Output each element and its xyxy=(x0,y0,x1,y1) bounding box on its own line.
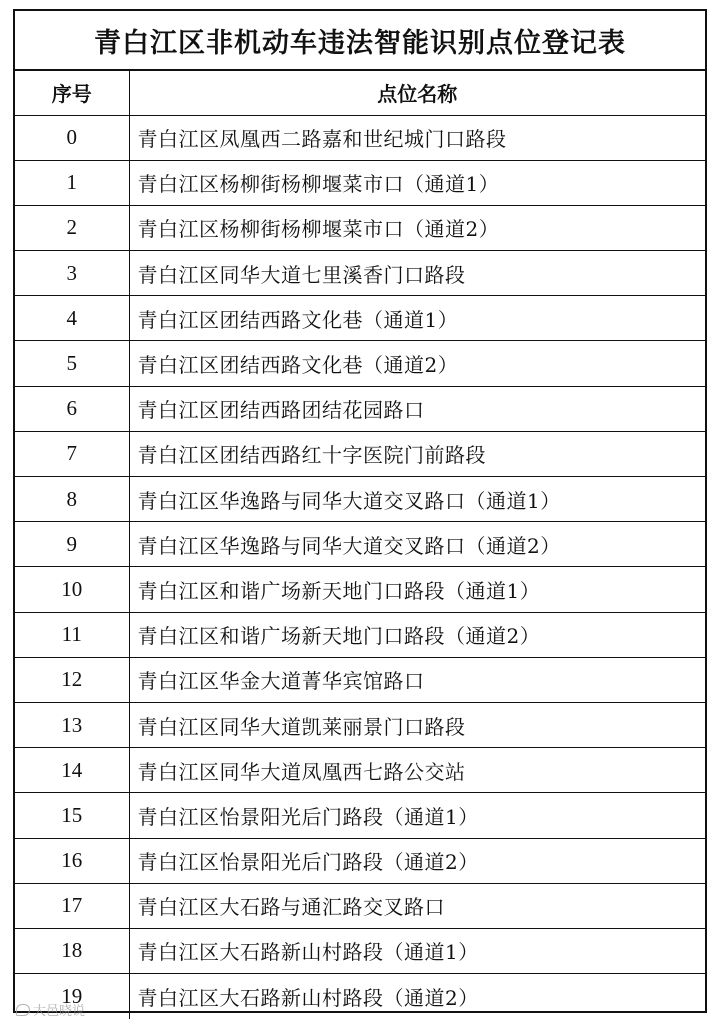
row-location-name: 青白江区华金大道菁华宾馆路口 xyxy=(129,657,705,702)
document-title: 青白江区非机动车违法智能识别点位登记表 xyxy=(15,11,705,71)
row-location-name: 青白江区怡景阳光后门路段（通道2） xyxy=(129,838,705,883)
table-row xyxy=(15,386,705,431)
column-header-name: 点位名称 xyxy=(129,71,705,115)
column-header-index: 序号 xyxy=(15,71,129,115)
row-location-name: 青白江区团结西路文化巷（通道2） xyxy=(129,341,705,386)
row-index: 8 xyxy=(15,477,129,522)
row-index: 6 xyxy=(15,386,129,431)
table-row xyxy=(15,567,705,612)
row-location-name: 青白江区同华大道凯莱丽景门口路段 xyxy=(129,702,705,747)
table-row xyxy=(15,431,705,476)
row-index: 7 xyxy=(15,431,129,476)
row-index: 3 xyxy=(15,251,129,296)
row-location-name: 青白江区华逸路与同华大道交叉路口（通道1） xyxy=(129,477,705,522)
row-index: 5 xyxy=(15,341,129,386)
watermark-text: 大邑晓说 xyxy=(33,1004,86,1019)
row-location-name: 青白江区怡景阳光后门路段（通道1） xyxy=(129,793,705,838)
row-index: 2 xyxy=(15,205,129,250)
table-row xyxy=(15,612,705,657)
row-index: 19 xyxy=(15,974,129,1019)
table-row xyxy=(15,883,705,928)
table-row xyxy=(15,251,705,296)
row-location-name: 青白江区和谐广场新天地门口路段（通道1） xyxy=(129,567,705,612)
table-row xyxy=(15,205,705,250)
table-row xyxy=(15,928,705,973)
row-location-name: 青白江区杨柳街杨柳堰菜市口（通道1） xyxy=(129,160,705,205)
row-location-name: 青白江区大石路与通汇路交叉路口 xyxy=(129,883,705,928)
row-index: 10 xyxy=(15,567,129,612)
registration-table-sheet xyxy=(13,9,707,1013)
table-row xyxy=(15,296,705,341)
table-row xyxy=(15,160,705,205)
row-index: 17 xyxy=(15,883,129,928)
row-location-name: 青白江区同华大道凤凰西七路公交站 xyxy=(129,748,705,793)
row-index: 11 xyxy=(15,612,129,657)
row-index: 13 xyxy=(15,702,129,747)
row-location-name: 青白江区团结西路红十字医院门前路段 xyxy=(129,431,705,476)
row-index: 16 xyxy=(15,838,129,883)
table-row xyxy=(15,522,705,567)
row-location-name: 青白江区大石路新山村路段（通道2） xyxy=(129,974,705,1019)
row-location-name: 青白江区凤凰西二路嘉和世纪城门口路段 xyxy=(129,115,705,160)
row-index: 15 xyxy=(15,793,129,838)
table-header-row xyxy=(15,71,705,115)
row-location-name: 青白江区同华大道七里溪香门口路段 xyxy=(129,251,705,296)
row-location-name: 青白江区团结西路团结花园路口 xyxy=(129,386,705,431)
table-row xyxy=(15,702,705,747)
table-row xyxy=(15,657,705,702)
table-row xyxy=(15,341,705,386)
row-index: 12 xyxy=(15,657,129,702)
table-row xyxy=(15,748,705,793)
table-row xyxy=(15,793,705,838)
row-index: 1 xyxy=(15,160,129,205)
row-index: 0 xyxy=(15,115,129,160)
table-row xyxy=(15,974,705,1019)
row-location-name: 青白江区和谐广场新天地门口路段（通道2） xyxy=(129,612,705,657)
points-table xyxy=(15,71,705,1019)
table-row xyxy=(15,838,705,883)
row-location-name: 青白江区华逸路与同华大道交叉路口（通道2） xyxy=(129,522,705,567)
row-location-name: 青白江区大石路新山村路段（通道1） xyxy=(129,928,705,973)
table-body xyxy=(15,115,705,1019)
row-index: 14 xyxy=(15,748,129,793)
row-index: 9 xyxy=(15,522,129,567)
row-location-name: 青白江区杨柳街杨柳堰菜市口（通道2） xyxy=(129,205,705,250)
row-location-name: 青白江区团结西路文化巷（通道1） xyxy=(129,296,705,341)
row-index: 4 xyxy=(15,296,129,341)
watermark xyxy=(16,1000,85,1019)
row-index: 18 xyxy=(15,928,129,973)
chat-bubble-icon xyxy=(16,1004,30,1016)
table-row xyxy=(15,115,705,160)
table-row xyxy=(15,477,705,522)
